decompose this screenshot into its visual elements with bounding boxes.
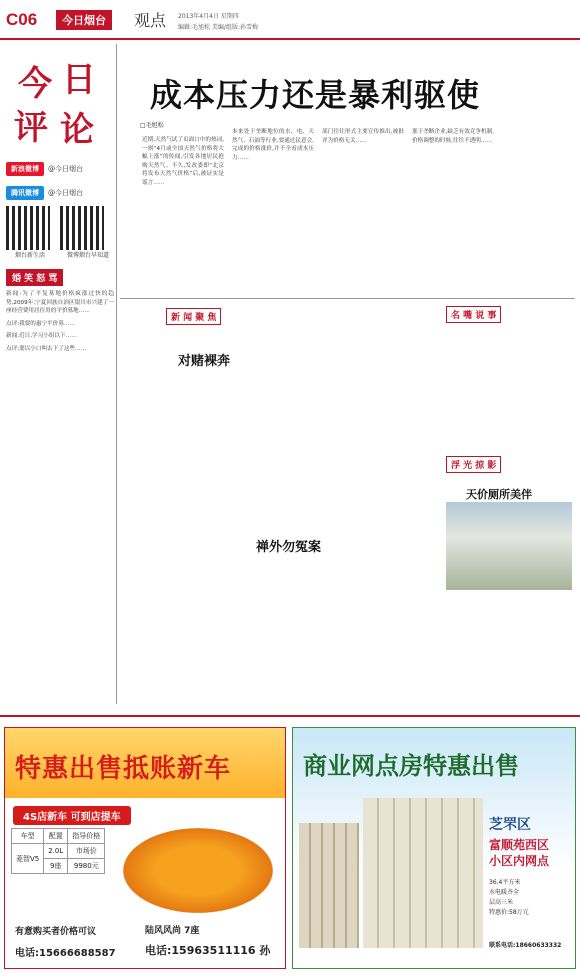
car-ad-note: 有意购买者价格可议 [15, 927, 97, 937]
tencent-handle: @今日烟台 [48, 189, 83, 197]
logo-char-2: 日 [62, 60, 96, 100]
table-header: 车型 [12, 829, 44, 844]
table-cell: 2.0L [44, 844, 68, 859]
article-col-4: 那于垄断企业,缺乏有效竞争机制,价格调整的时候,往往不透明…… [412, 129, 494, 144]
article-col-3: 部门往往形式主要宣传推出,被批评为价格无关…… [322, 129, 404, 144]
column-name: 观点 [134, 11, 167, 30]
masthead-date: 2013年4月4日 星期四 [178, 13, 239, 20]
page-title: 成本压力还是暴利驱使 [150, 76, 481, 114]
house-ad [292, 727, 576, 969]
article-col-1: 近期,天然气试了页面口中的热词,一则“4月或全国天然气价格将大幅上涨”的传闻,引发各地居民抢购天然气。不久,发改委即“北京将发布天然气价格”后,被证实是谣言…… [142, 137, 224, 186]
weibo-handle: @今日烟台 [48, 165, 83, 173]
table-cell: 菱智V5 [12, 844, 44, 874]
news-photo [446, 502, 572, 590]
sidebar-para: 新闻:为了平复墓地价格疯涨过快的趋势,2009年,宁夏回族自治区银川市兴建了一座经营费用居住用的平价墓地…… [6, 291, 114, 314]
sidebar-para: 点评:要以小口叫去下了这些…… [6, 345, 87, 352]
ads-area [0, 715, 580, 977]
weibo-icon: 新浪微博 [6, 162, 44, 176]
car-ad [4, 727, 286, 969]
section-label-ming: 名 嘴 说 事 [446, 306, 501, 323]
section-label-photo: 浮 光 掠 影 [446, 456, 501, 473]
column-logo [10, 52, 110, 152]
section-label-news: 新 闻 聚 焦 [166, 308, 221, 325]
spec-line: 层高三米 [489, 899, 514, 906]
sidebar-section-label: 婚 笑 怒 骂 [6, 269, 63, 286]
car-ad-phone: 电话:15963511116 孙 [145, 944, 271, 957]
subheading-1: 对赌裸奔 [178, 354, 231, 369]
article-col-2: 本来处于垄断地位的水、电、天然气、石油等行业,要通过民意会,完成的价格涨价,并不全看成本压力…… [232, 129, 314, 161]
masthead [0, 0, 580, 40]
subheading-2: 禅外勿冤案 [256, 540, 322, 555]
weibo-row [6, 162, 114, 176]
page-number: C06 [6, 10, 38, 29]
spec-line: 36.4平方米 [489, 879, 521, 886]
tencent-row [6, 186, 114, 200]
sidebar-para: 新闻:近日,学习小组以下…… [6, 333, 77, 339]
car-ad-title: 特惠出售抵账新车 [15, 754, 232, 784]
qr-label: 烟台新生活 [14, 252, 45, 259]
masthead-editors: 编辑:毛旭松 美编/组版:孙雪梅 [178, 24, 258, 31]
section-tag: 今日烟台 [56, 10, 112, 30]
spec-line: 特惠价:58万元 [489, 909, 529, 916]
sidebar-text [6, 290, 114, 353]
byline: □毛旭松 [140, 122, 164, 129]
car-ad-hotline: 电话:15666688587 [15, 948, 116, 959]
building-image [299, 823, 359, 948]
car-image [123, 828, 273, 913]
photo-caption: 天价厕所美伴 [466, 488, 532, 501]
house-ad-spot-1: 富顺苑西区 [489, 838, 550, 852]
divider [116, 44, 117, 704]
table-cell: 市场价 [68, 844, 105, 859]
qr-code-icon [6, 206, 50, 250]
divider [120, 298, 575, 299]
building-image [363, 798, 483, 948]
table-header: 配置 [44, 829, 68, 844]
qr-code-icon [60, 206, 104, 250]
house-ad-title: 商业网点房特惠出售 [303, 752, 519, 780]
car-ad-subtitle: 4S店新车 可到店提车 [13, 806, 131, 825]
spec-line: 水电暖齐全 [489, 889, 520, 896]
car-spec-table [11, 828, 105, 874]
sidebar [6, 44, 114, 684]
qr-label: 微博烟台早知道 [66, 252, 109, 259]
table-cell: 9980元 [68, 859, 105, 874]
logo-char-1: 今 [18, 64, 52, 104]
car-ad-model: 陆风风尚 7座 [145, 926, 200, 936]
tencent-icon: 腾讯微博 [6, 186, 44, 200]
logo-char-3: 评 [14, 108, 48, 148]
sidebar-para: 点评:我要的惠宁平价墓…… [6, 320, 76, 327]
house-ad-spot-2: 小区内网点 [489, 854, 550, 868]
table-header: 指导价格 [68, 829, 105, 844]
logo-char-4: 论 [60, 110, 94, 150]
qr-row [6, 206, 114, 250]
qr-labels [6, 250, 114, 259]
house-ad-phone: 联系电话:18660633332 [489, 942, 562, 949]
house-ad-specs [489, 878, 529, 918]
table-cell: 9座 [44, 859, 68, 874]
house-ad-district: 芝罘区 [489, 817, 531, 833]
